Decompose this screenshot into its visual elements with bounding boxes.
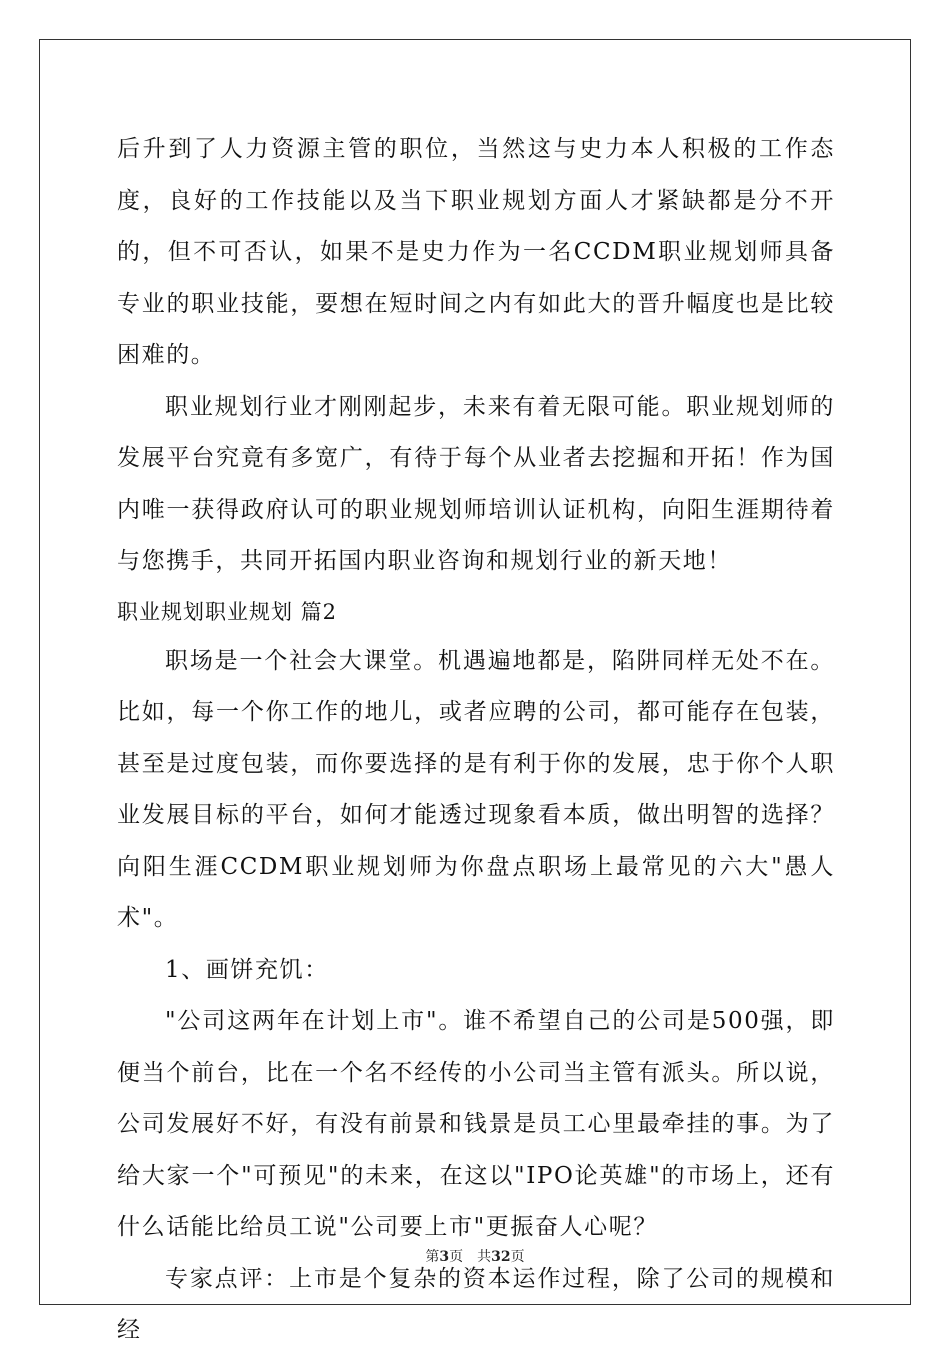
page-prefix: 第: [425, 1249, 440, 1265]
total-unit: 页: [510, 1249, 525, 1265]
list-item-heading: 1、画饼充饥：: [165, 956, 329, 983]
paragraph-ipo-promise: "公司这两年在计划上市"。谁不希望自己的公司是500强，即便当个前台，比在一个名不经传的小公司当主管有派头。所以说，公司发展好不好，有没有前景和钱景是员工心里最牵挂的事。为了给大家一个"可预见"的未来，在这以"IPO论英雄"的市场上，还有什么话能比给员工说"公司要上市"更振奋人心呢？: [117, 1008, 835, 1240]
paragraph-workplace-intro: 职场是一个社会大课堂。机遇遍地都是，陷阱同样无处不在。比如，每一个你工作的地儿，或者应聘的公司，都可能存在包装，甚至是过度包装，而你要选择的是有利于你的发展，忠于你个人职业发展目标的平台，如何才能透过现象看本质，做出明智的选择？向阳生涯CCDM职业规划师为你盘点职场上最常见的六大"愚人术"。: [117, 647, 835, 931]
current-page-number: 3: [439, 1249, 450, 1265]
document-body: [117, 124, 835, 1357]
page-unit: 页: [449, 1249, 464, 1265]
total-page-number: 32: [491, 1249, 511, 1265]
paragraph-industry-outlook: 职业规划行业才刚刚起步，未来有着无限可能。职业规划师的发展平台究竟有多宽广，有待于每个从业者去挖掘和开拓！作为国内唯一获得政府认可的职业规划师培训认证机构，向阳生涯期待着与您携手，共同开拓国内职业咨询和规划行业的新天地！: [117, 393, 835, 574]
section-heading: 职业规划职业规划 篇2: [117, 599, 338, 624]
total-prefix: 共: [477, 1249, 492, 1265]
paragraph-expert-comment: 专家点评：上市是个复杂的资本运作过程，除了公司的规模和经: [117, 1265, 835, 1343]
page-footer: [0, 1248, 950, 1266]
paragraph-continuation: 后升到了人力资源主管的职位，当然这与史力本人积极的工作态度，良好的工作技能以及当下职业规划方面人才紧缺都是分不开的，但不可否认，如果不是史力作为一名CCDM职业规划师具备专业的职业技能，要想在短时间之内有如此大的晋升幅度也是比较困难的。: [117, 136, 835, 368]
